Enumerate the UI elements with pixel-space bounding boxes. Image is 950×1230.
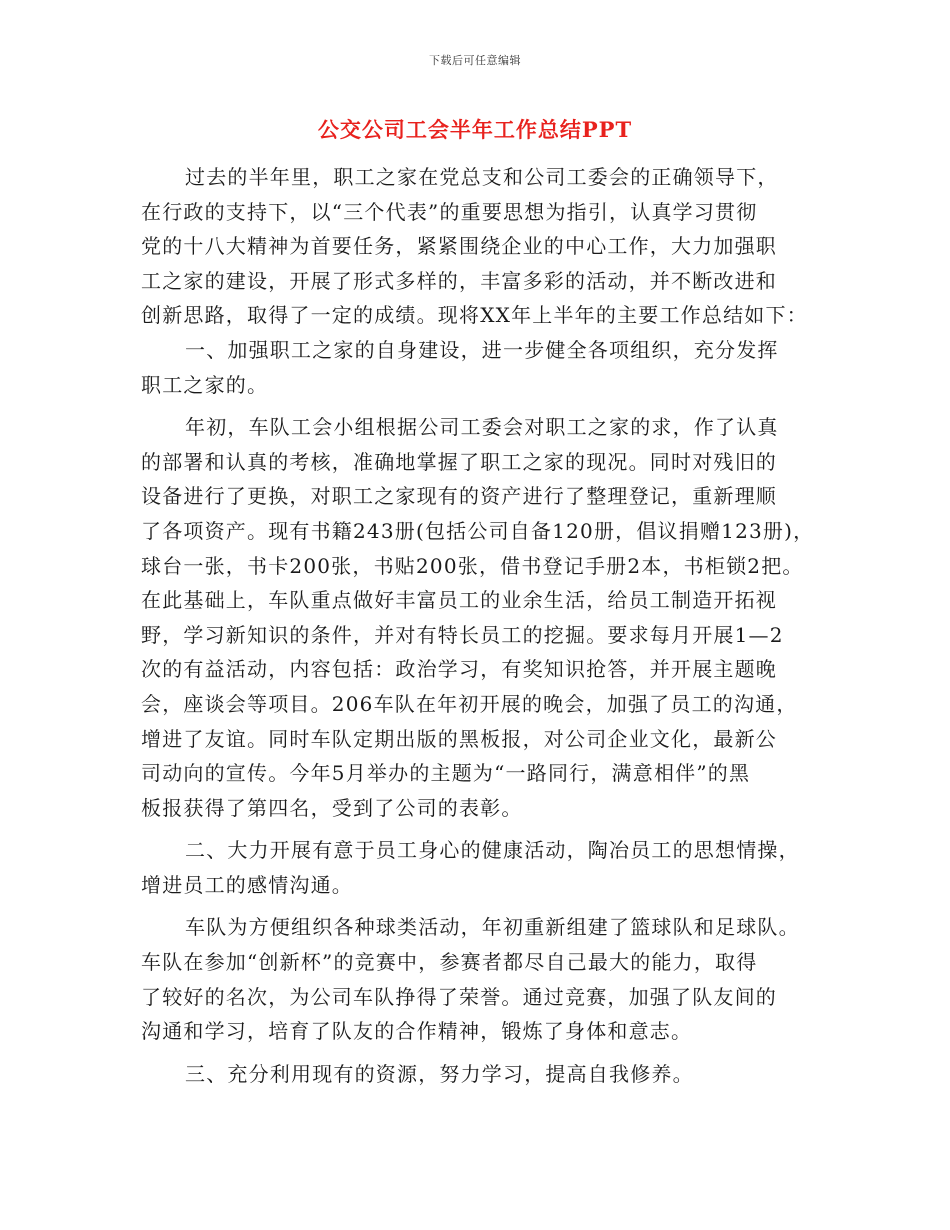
paragraph-line: 增进了友谊。同时车队定期出版的黑板报，对公司企业文化，最新公 — [141, 726, 777, 751]
paragraph-line: 车队在参加“创新杯”的竞赛中，参赛者都尽自己最大的能力，取得 — [141, 950, 758, 975]
paragraph-line: 工之家的建设，开展了形式多样的，丰富多彩的活动，并不断改进和 — [141, 268, 777, 293]
paragraph-line: 党的十八大精神为首要任务，紧紧围绕企业的中心工作，大力加强职 — [141, 234, 777, 259]
paragraph-line: 创新思路，取得了一定的成绩。现将XX年上半年的主要工作总结如下： — [141, 303, 808, 328]
section-heading-line: 二、大力开展有意于员工身心的健康活动，陶冶员工的思想情操， — [185, 838, 800, 863]
paragraph-line: 年初，车队工会小组根据公司工委会对职工之家的求，作了认真 — [185, 415, 779, 440]
paragraph-line: 的部署和认真的考核，准确地掌握了职工之家的现况。同时对残旧的 — [141, 449, 777, 474]
paragraph-line: 司动向的宣传。今年5月举办的主题为“一路同行，满意相伴”的黑 — [141, 761, 751, 786]
paragraph-line: 会，座谈会等项目。206车队在年初开展的晚会，加强了员工的沟通， — [141, 691, 798, 716]
paragraph-line: 了各项资产。现有书籍243册(包括公司自备120册，倡议捐赠123册)， — [141, 518, 815, 543]
paragraph-line: 沟通和学习，培育了队友的合作精神，锻炼了身体和意志。 — [141, 1019, 693, 1044]
section-heading-line: 职工之家的。 — [141, 372, 269, 397]
document-body — [141, 160, 815, 1091]
paragraph-line: 过去的半年里，职工之家在党总支和公司工委会的正确领导下， — [185, 165, 779, 189]
section-heading-line: 三、充分利用现有的资源，努力学习，提高自我修养。 — [185, 1061, 694, 1086]
paragraph-line: 野，学习新知识的条件，并对有特长员工的挖掘。要求每月开展1—2 — [141, 622, 784, 647]
section-heading-line: 一、加强职工之家的自身建设，进一步健全各项组织，充分发挥 — [185, 337, 779, 362]
paragraph-line: 设备进行了更换，对职工之家现有的资产进行了整理登记，重新理顺 — [141, 484, 777, 509]
header-note: 下载后可任意编辑 — [429, 54, 521, 67]
paragraph-line: 车队为方便组织各种球类活动，年初重新组建了篮球队和足球队。 — [185, 915, 800, 940]
paragraph-line: 球台一张，书卡200张，书贴200张，借书登记手册2本，书柜锁2把。 — [141, 553, 804, 578]
paragraph-line: 在行政的支持下，以“三个代表”的重要思想为指引，认真学习贯彻 — [141, 199, 758, 224]
document-title: 公交公司工会半年工作总结PPT — [317, 117, 633, 142]
section-heading-line: 增进员工的感情沟通。 — [141, 872, 353, 897]
paragraph-line: 在此基础上，车队重点做好丰富员工的业余生活，给员工制造开拓视 — [141, 588, 777, 613]
paragraph-line: 板报获得了第四名，受到了公司的表彰。 — [141, 795, 523, 820]
paragraph-line: 了较好的名次，为公司车队挣得了荣誉。通过竞赛，加强了队友间的 — [141, 984, 777, 1009]
paragraph-line: 次的有益活动，内容包括：政治学习，有奖知识抢答，并开展主题晚 — [141, 657, 777, 682]
